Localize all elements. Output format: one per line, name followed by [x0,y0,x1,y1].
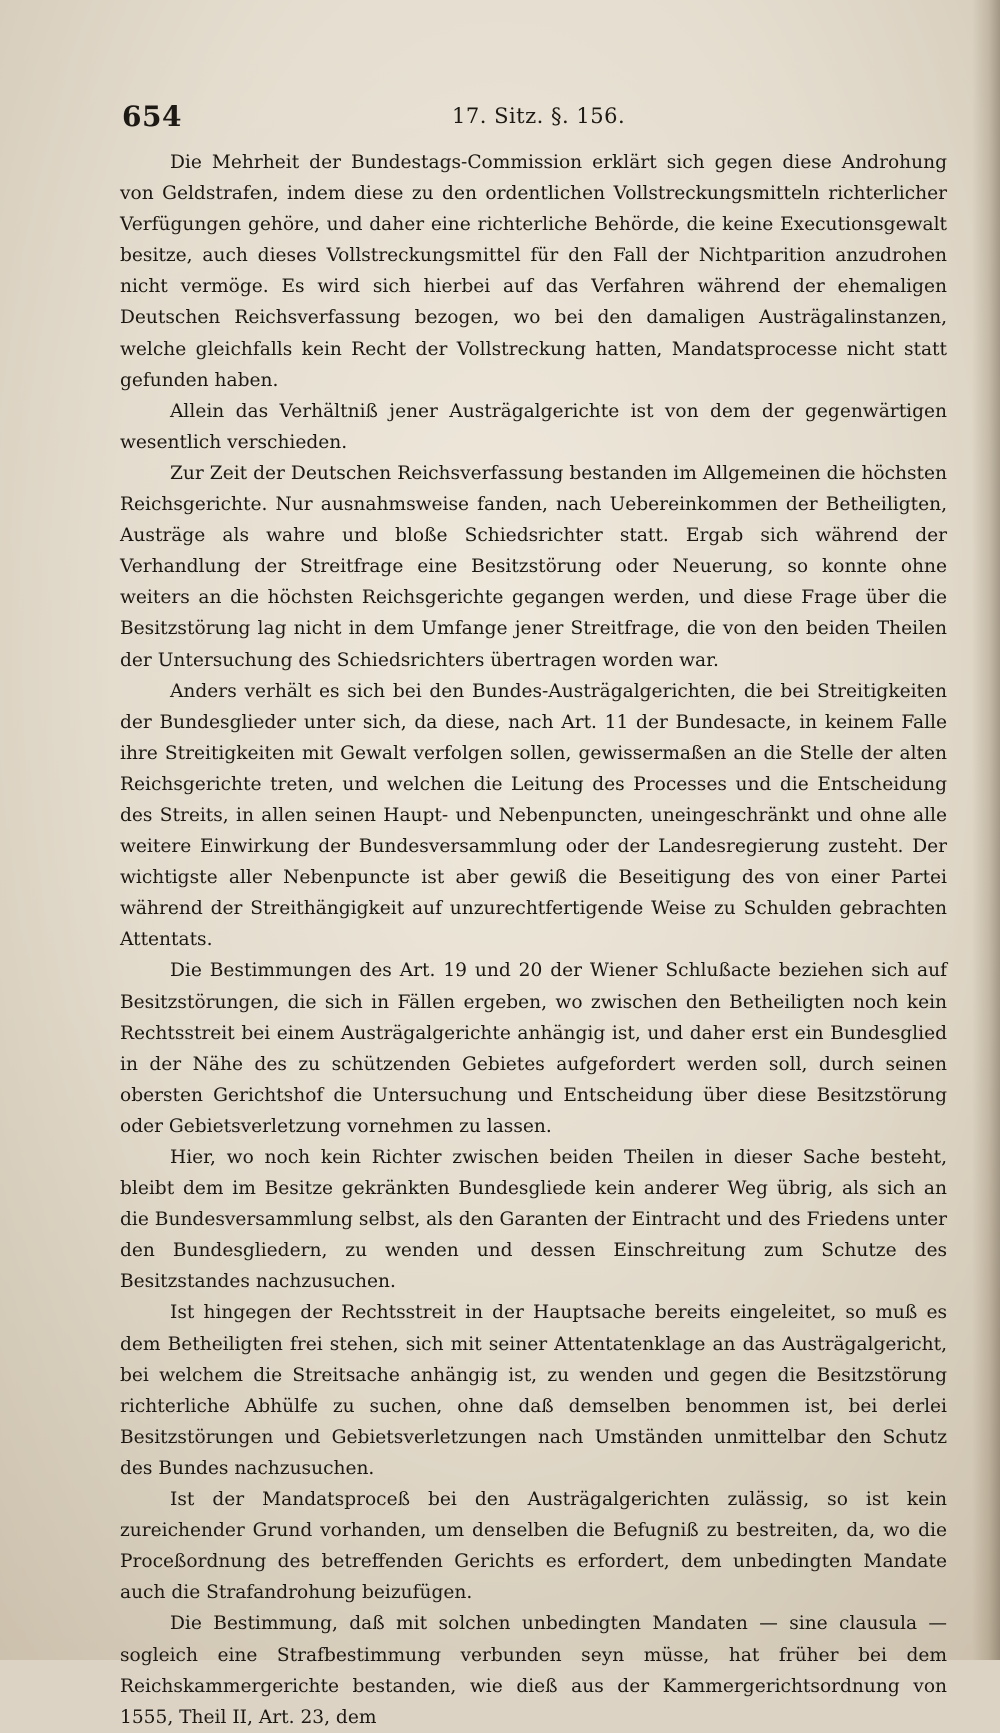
paragraph: Die Mehrheit der Bundestags-Commission erklärt sich gegen diese Androhung von Geldstrafen, indem diese zu den ordentlichen Vollstreckungsmitteln richterlicher Verfügungen gehöre, und daher eine richterliche Behörde, die keine Executionsgewalt besitze, auch dieses Vollstreckungsmittel für den Fall der Nichtparition anzudrohen nicht vermöge. Es wird sich hierbei auf das Verfahren während der ehemaligen Deutschen Reichsverfassung bezogen, wo bei den damaligen Austrägalinstanzen, welche gleichfalls kein Recht der Vollstreckung hatten, Mandatsprocesse nicht statt gefunden haben. [120,152,947,391]
paragraph: Ist hingegen der Rechtsstreit in der Hauptsache bereits eingeleitet, so muß es dem Betheiligten frei stehen, sich mit seiner Attentatenklage an das Austrägalgericht, bei welchem die Streitsache anhängig ist, zu wenden und gegen die Besitzstörung richterliche Abhülfe zu suchen, ohne daß demselben benommen ist, bei derlei Besitzstörungen und Gebietsverletzungen nach Umständen unmittelbar den Schutz des Bundes nachzusuchen. [120,1302,947,1479]
paragraph: Ist der Mandatsproceß bei den Austrägalgerichten zulässig, so ist kein zureichender Grund vorhanden, um denselben die Befugniß zu bestreiten, da, wo die Proceßordnung des betreffenden Gerichts es erfordert, dem unbedingten Mandate auch die Strafandrohung beizufügen. [120,1489,947,1604]
paragraph: Zur Zeit der Deutschen Reichsverfassung bestanden im Allgemeinen die höchsten Reichsgerichte. Nur ausnahmsweise fanden, nach Uebereinkommen der Betheiligten, Austräge als wahre und bloße Schiedsrichter statt. Ergab sich während der Verhandlung der Streitfrage eine Besitzstörung oder Neuerung, so konnte ohne weiters an die höchsten Reichsgerichte gegangen werden, und diese Frage über die Besitzstörung lag nicht in dem Umfange jener Streitfrage, die von den beiden Theilen der Untersuchung des Schiedsrichters übertragen worden war. [120,462,947,671]
page-edge-shadow [972,0,1000,1660]
body-text [120,147,947,1733]
running-head: 17. Sitz. §. 156. [452,104,626,128]
paragraph: Hier, wo noch kein Richter zwischen beiden Theilen in dieser Sache besteht, bleibt dem im Besitze gekränkten Bundesgliede kein anderer Weg übrig, als sich an die Bundesversammlung selbst, als den Garanten der Eintracht und des Friedens unter den Bundesgliedern, zu wenden und dessen Einschreitung zum Schutze des Besitzstandes nachzusuchen. [120,1147,947,1293]
paragraph: Die Bestimmung, daß mit solchen unbedingten Mandaten — sine clausula — sogleich eine Strafbestimmung verbunden seyn müsse, hat früher bei dem Reichskammergerichte bestanden, wie dieß aus der Kammergerichtsordnung von 1555, Theil II, Art. 23, dem [120,1613,947,1728]
page-header [122,100,927,142]
paragraph: Die Bestimmungen des Art. 19 und 20 der Wiener Schlußacte beziehen sich auf Besitzstörungen, die sich in Fällen ergeben, wo zwischen den Betheiligten noch kein Rechtsstreit bei einem Austrägalgerichte anhängig ist, und daher erst ein Bundesglied in der Nähe des zu schützenden Gebietes aufgefordert werden soll, durch seinen obersten Gerichtshof die Untersuchung und Entscheidung über diese Besitzstörung oder Gebietsverletzung vornehmen zu lassen. [120,960,947,1137]
paragraph: Allein das Verhältniß jener Austrägalgerichte ist von dem der gegenwärtigen wesentlich verschieden. [120,400,947,453]
page-number: 654 [122,100,182,133]
paragraph: Anders verhält es sich bei den Bundes-Austrägalgerichten, die bei Streitigkeiten der Bundesglieder unter sich, da diese, nach Art. 11 der Bundesacte, in keinem Falle ihre Streitigkeiten mit Gewalt verfolgen sollen, gewissermaßen an die Stelle der alten Reichsgerichte treten, und welchen die Leitung des Processes und die Entscheidung des Streits, in allen seinen Haupt- und Nebenpuncten, uneingeschränkt und ohne alle weitere Einwirkung der Bundesversammlung oder der Landesregierung zusteht. Der wichtigste aller Nebenpuncte ist aber gewiß die Beseitigung des von einer Partei während der Streithängigkeit auf unzurechtfertigende Weise zu Schulden gebrachten Attentats. [120,680,947,951]
